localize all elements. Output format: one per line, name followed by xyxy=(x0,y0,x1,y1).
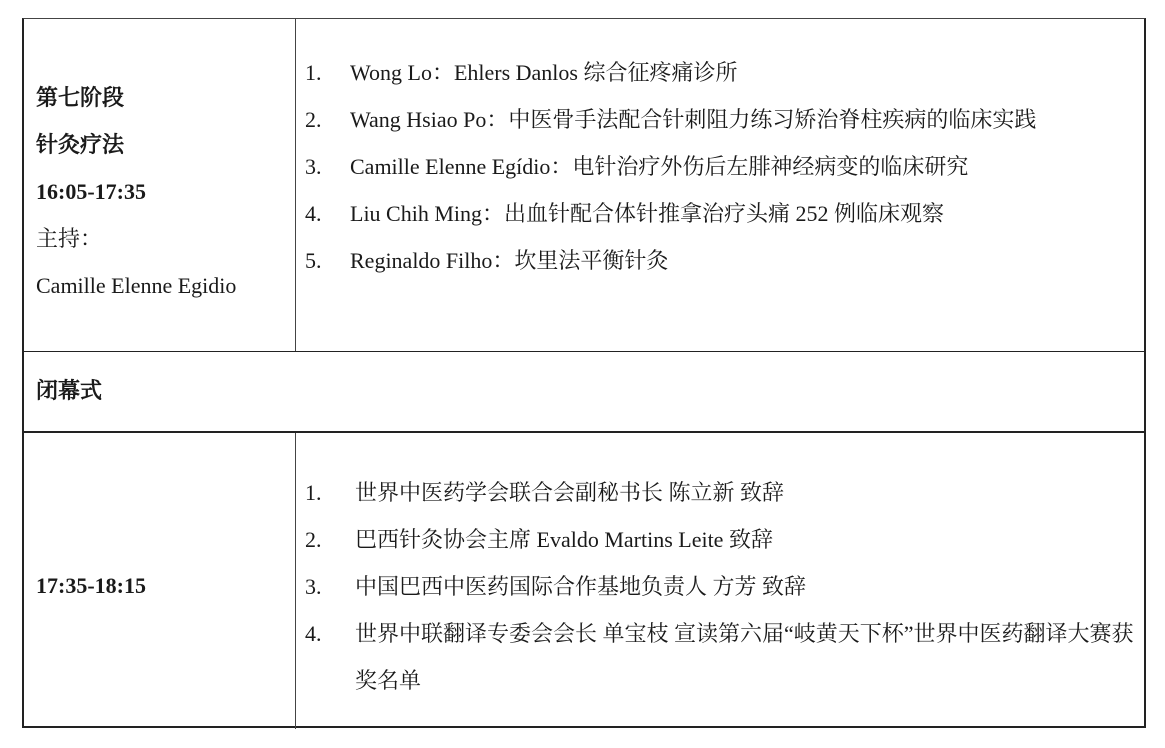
closing-time: 17:35-18:15 xyxy=(36,573,146,598)
list-item xyxy=(305,469,1140,516)
host-name: Camille Elenne Egidio xyxy=(36,273,237,298)
item-number: 2. xyxy=(305,527,322,552)
closing-speech-list xyxy=(305,469,1140,704)
list-item xyxy=(305,96,1140,143)
item-text: Camille Elenne Egídio：电针治疗外伤后左腓神经病变的临床研究 xyxy=(350,154,969,179)
item-text: 世界中联翻译专委会会长 单宝枝 宣读第六届“岐黄天下杯”世界中医药翻译大赛获奖名单 xyxy=(355,621,1134,693)
row-divider-thick xyxy=(24,431,1144,433)
item-text: 中国巴西中医药国际合作基地负责人 方芳 致辞 xyxy=(355,574,807,599)
column-divider xyxy=(295,19,296,351)
schedule-table xyxy=(22,18,1146,728)
stage-time: 16:05-17:35 xyxy=(36,179,146,204)
host-label: 主持： xyxy=(36,226,103,251)
item-text: 巴西针灸协会主席 Evaldo Martins Leite 致辞 xyxy=(355,527,773,552)
stage7-info-cell xyxy=(36,74,291,309)
list-item xyxy=(305,143,1140,190)
item-text: Wang Hsiao Po：中医骨手法配合针刺阻力练习矫治脊柱疾病的临床实践 xyxy=(350,107,1037,132)
item-text: Liu Chih Ming：出血针配合体针推拿治疗头痛 252 例临床观察 xyxy=(350,201,945,226)
stage-title: 第七阶段 xyxy=(36,85,125,110)
list-item xyxy=(305,516,1140,563)
stage7-talk-list xyxy=(305,49,1140,284)
list-item xyxy=(305,610,1140,704)
item-number: 5. xyxy=(305,248,322,273)
item-number: 3. xyxy=(305,574,322,599)
closing-list-cell xyxy=(305,469,1140,704)
stage-topic: 针灸疗法 xyxy=(36,132,125,157)
item-number: 1. xyxy=(305,480,322,505)
row-divider xyxy=(24,351,1144,352)
item-text: Reginaldo Filho：坎里法平衡针灸 xyxy=(350,248,669,273)
closing-title: 闭幕式 xyxy=(36,378,103,403)
item-number: 2. xyxy=(305,107,322,132)
item-number: 1. xyxy=(305,60,322,85)
item-number: 3. xyxy=(305,154,322,179)
column-divider xyxy=(295,433,296,729)
list-item xyxy=(305,190,1140,237)
list-item xyxy=(305,237,1140,284)
item-text: 世界中医药学会联合会副秘书长 陈立新 致辞 xyxy=(355,480,785,505)
stage7-list-cell xyxy=(305,49,1140,284)
item-number: 4. xyxy=(305,621,322,646)
item-text: Wong Lo：Ehlers Danlos 综合征疼痛诊所 xyxy=(350,60,738,85)
item-number: 4. xyxy=(305,201,322,226)
list-item xyxy=(305,49,1140,96)
list-item xyxy=(305,563,1140,610)
